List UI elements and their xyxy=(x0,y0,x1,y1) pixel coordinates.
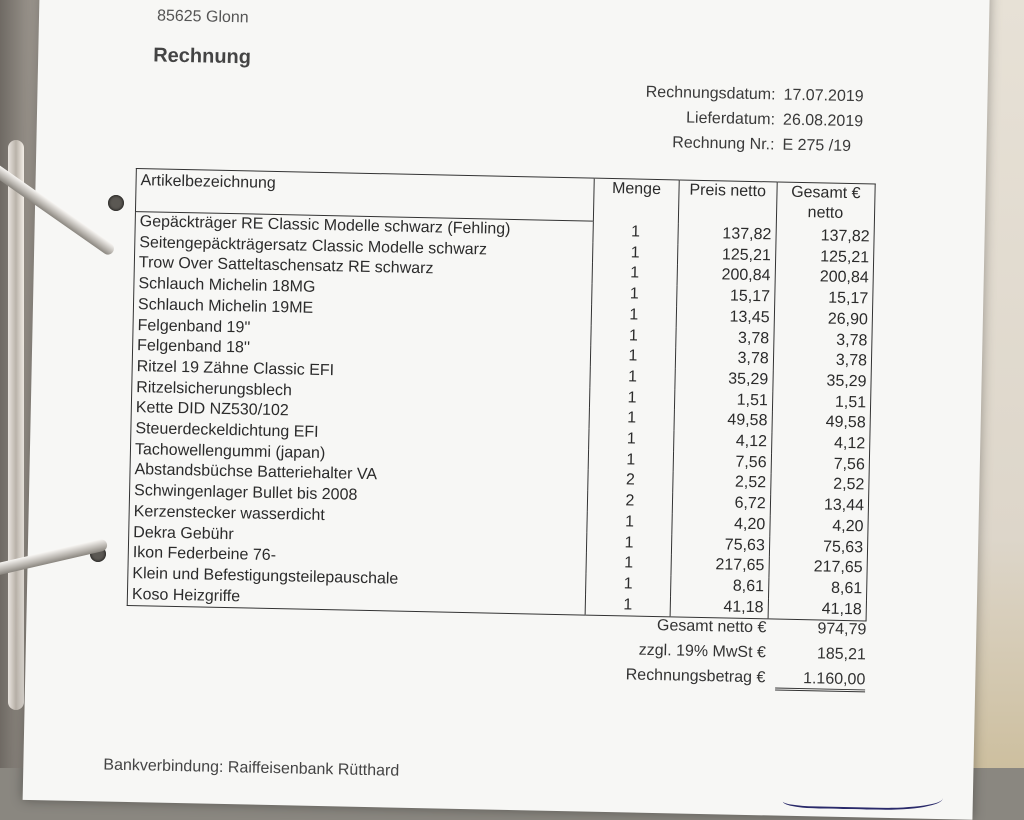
invoice-totals xyxy=(525,610,866,692)
row-price: 75,63 xyxy=(671,534,769,557)
row-total: 35,29 xyxy=(773,370,872,393)
row-quantity: 1 xyxy=(588,449,673,471)
meta-invoice-date: Rechnungsdatum: 17.07.2019 xyxy=(645,83,864,106)
row-price: 8,61 xyxy=(670,575,768,598)
row-quantity: 2 xyxy=(588,491,673,513)
binder-rail xyxy=(8,140,24,710)
row-total: 49,58 xyxy=(772,412,871,435)
header-total: Gesamt € netto xyxy=(776,182,875,227)
row-quantity: 1 xyxy=(585,594,670,617)
punch-hole-top xyxy=(108,195,124,211)
row-total: 26,90 xyxy=(774,308,873,331)
row-price: 13,45 xyxy=(676,306,774,329)
invoice-meta xyxy=(596,79,898,160)
row-quantity: 1 xyxy=(591,304,676,326)
row-total: 8,61 xyxy=(768,577,867,600)
row-article: Abstandsbüchse Batteriehalter VA xyxy=(130,460,589,490)
row-article: Klein und Befestigungsteilepauschale xyxy=(128,564,587,594)
row-quantity: 1 xyxy=(591,346,676,368)
row-article: Seitengepäckträgersatz Classic Modelle schwarz xyxy=(135,233,594,263)
row-price: 49,58 xyxy=(674,410,772,433)
row-article: Felgenband 18'' xyxy=(132,336,591,366)
row-price: 2,52 xyxy=(672,472,770,495)
row-price: 3,78 xyxy=(675,327,773,350)
row-total: 137,82 xyxy=(776,225,875,248)
row-total: 125,21 xyxy=(775,246,874,269)
invoice-paper xyxy=(23,0,990,820)
row-total: 3,78 xyxy=(773,350,872,373)
header-quantity: Menge xyxy=(594,178,679,223)
invoice-amount-row: Rechnungsbetrag € 1.160,00 xyxy=(525,660,865,692)
row-price: 41,18 xyxy=(670,596,769,619)
row-price: 3,78 xyxy=(675,348,773,371)
row-quantity: 1 xyxy=(589,429,674,451)
row-article: Koso Heizgriffe xyxy=(127,585,586,616)
row-price: 35,29 xyxy=(675,368,773,391)
bank-details: Bankverbindung: Raiffeisenbank Rütthard xyxy=(103,756,400,780)
total-net-row: Gesamt netto € 974,79 xyxy=(656,617,867,639)
row-price: 6,72 xyxy=(672,492,770,515)
row-total: 200,84 xyxy=(775,267,874,290)
row-quantity: 1 xyxy=(592,284,677,306)
row-article: Schlauch Michelin 18MG xyxy=(134,274,593,304)
row-article: Tachowellengummi (japan) xyxy=(130,440,589,470)
row-price: 7,56 xyxy=(673,451,771,474)
row-total: 15,17 xyxy=(774,288,873,311)
row-quantity: 1 xyxy=(587,511,672,533)
row-article: Felgenband 19'' xyxy=(133,316,592,346)
row-article: Kette DID NZ530/102 xyxy=(131,398,590,428)
row-quantity: 1 xyxy=(587,532,672,554)
row-quantity: 1 xyxy=(590,387,675,409)
row-price: 137,82 xyxy=(678,223,777,246)
row-total: 7,56 xyxy=(771,453,870,476)
row-total: 3,78 xyxy=(773,329,872,352)
row-article: Dekra Gebühr xyxy=(129,523,588,553)
header-article: Artikelbezeichnung xyxy=(135,169,594,222)
row-article: Schwingenlager Bullet bis 2008 xyxy=(129,481,588,511)
row-price: 125,21 xyxy=(677,244,775,267)
row-total: 2,52 xyxy=(770,474,869,497)
row-quantity: 1 xyxy=(590,367,675,389)
row-quantity: 1 xyxy=(586,574,671,596)
row-price: 4,20 xyxy=(671,513,769,536)
row-quantity: 1 xyxy=(586,553,671,575)
sender-address: 85625 Glonn xyxy=(156,7,249,27)
row-total: 4,20 xyxy=(770,515,869,538)
row-total: 217,65 xyxy=(769,557,868,580)
signature-scribble xyxy=(783,776,944,811)
header-price: Preis netto xyxy=(678,180,777,225)
row-article: Schlauch Michelin 19ME xyxy=(133,295,592,325)
meta-delivery-date: Lieferdatum: 26.08.2019 xyxy=(685,109,864,131)
row-quantity: 1 xyxy=(592,263,677,285)
row-price: 200,84 xyxy=(677,265,775,288)
row-price: 217,65 xyxy=(671,555,769,578)
row-total: 4,12 xyxy=(771,432,870,455)
row-article: Kerzenstecker wasserdicht xyxy=(129,502,588,532)
row-quantity: 1 xyxy=(589,408,674,430)
vat-row: zzgl. 19% MwSt € 185,21 xyxy=(638,641,867,664)
invoice-table xyxy=(127,168,876,622)
row-article: Ritzelsicherungsblech xyxy=(132,378,591,408)
row-article: Ritzel 19 Zähne Classic EFI xyxy=(132,357,591,387)
row-article: Ikon Federbeine 76- xyxy=(128,543,587,573)
row-price: 1,51 xyxy=(674,389,772,412)
row-total: 1,51 xyxy=(772,391,871,414)
row-total: 41,18 xyxy=(768,598,867,621)
document-title: Rechnung xyxy=(153,44,252,69)
row-total: 13,44 xyxy=(770,495,869,518)
row-total: 75,63 xyxy=(769,536,868,559)
row-article: Gepäckträger RE Classic Modelle schwarz (Fehling) xyxy=(135,212,594,243)
row-quantity: 2 xyxy=(588,470,673,492)
row-article: Steuerdeckeldichtung EFI xyxy=(131,419,590,449)
row-price: 4,12 xyxy=(673,430,771,453)
row-quantity: 1 xyxy=(593,221,678,244)
row-quantity: 1 xyxy=(591,325,676,347)
row-price: 15,17 xyxy=(676,286,774,309)
row-quantity: 1 xyxy=(593,242,678,264)
meta-invoice-number: Rechnung Nr.: E 275 /19 xyxy=(672,134,852,156)
row-article: Trow Over Satteltaschensatz RE schwarz xyxy=(134,253,593,283)
